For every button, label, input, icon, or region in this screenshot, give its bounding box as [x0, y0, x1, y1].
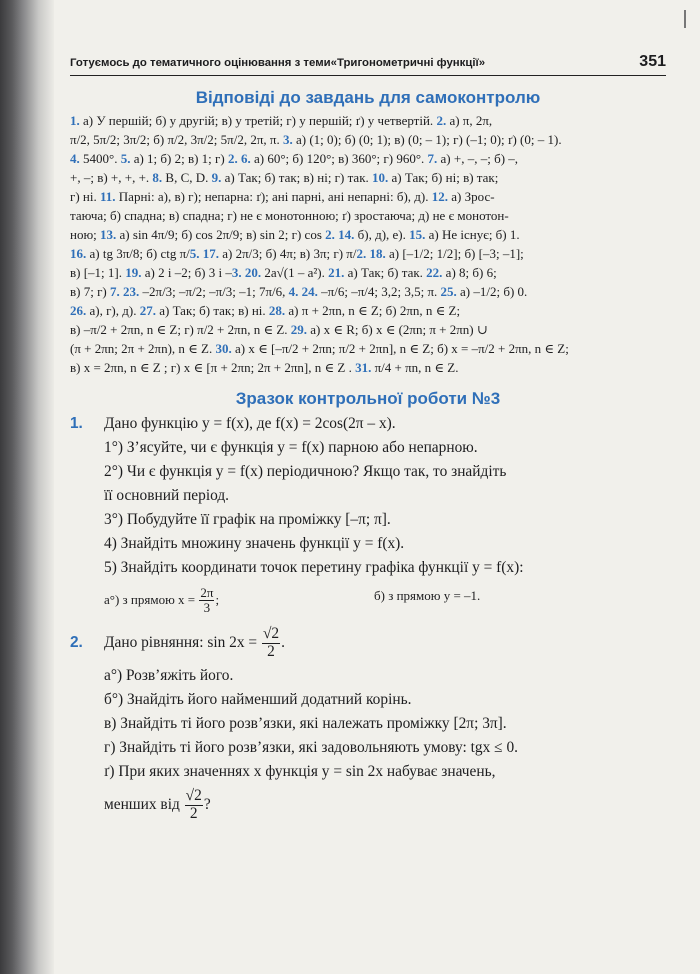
- answers-line: +, –; в) +, +, +. 8. B, C, D. 9. а) Так; б) так; в) ні; г) так. 10. а) Так; б) ні; в) так;: [70, 170, 499, 185]
- answers-line: (π + 2πn; 2π + 2πn), n ∈ Z. 30. а) x ∈ [–π/2 + 2πn; π/2 + 2πn], n ∈ Z; б) x = –π/2 + 2πn, n ∈ Z;: [70, 341, 569, 356]
- answer-number: 24.: [301, 284, 318, 299]
- answers-title: Відповіді до завдань для самоконтролю: [195, 88, 541, 107]
- answer-number: 20.: [244, 265, 262, 280]
- answer-number: 6.: [240, 151, 251, 166]
- answer-number: 30.: [215, 341, 232, 356]
- task-item: 3°) Побудуйте її графік на проміжку [–π; π].: [104, 511, 391, 528]
- fraction-num: 2π: [200, 585, 214, 600]
- task-item: а°) Розв’яжіть його.: [104, 667, 234, 685]
- book-spine-shadow: [0, 0, 54, 974]
- header-title: Готуємось до тематичного оцінювання з теми«Тригонометричні функції»: [70, 57, 486, 69]
- answer-number: 29.: [290, 322, 308, 337]
- page-number: 351: [639, 53, 666, 70]
- answer-number: 2.: [356, 246, 367, 261]
- answers-line: в) –π/2 + 2πn, n ∈ Z; г) π/2 + 2πn, n ∈ Z. 29. а) x ∈ R; б) x ∈ (2πn; π + 2πn) ∪: [70, 322, 488, 337]
- task-item: б°) Знайдіть його найменший додатний корінь.: [104, 691, 412, 709]
- answer-number: 13.: [100, 227, 117, 242]
- answer-number: 3.: [282, 132, 293, 147]
- task-item: 5) Знайдіть координати точок перетину графіка функції y = f(x):: [104, 559, 524, 576]
- last-text: менших від: [104, 796, 180, 814]
- edge-mark: [684, 10, 686, 28]
- task-item: 4) Знайдіть множину значень функції y = f(x).: [104, 535, 405, 552]
- task-item-b: б) з прямою y = –1.: [374, 588, 481, 603]
- answer-number: 14.: [338, 227, 355, 242]
- task-item-a: [104, 586, 374, 616]
- answer-number: 5.: [120, 151, 131, 166]
- answer-number: 5.: [189, 246, 200, 261]
- task-number: 1.: [70, 415, 83, 432]
- stem-post: .: [281, 633, 285, 651]
- fraction-den: 2: [267, 642, 275, 660]
- task-subitems: [70, 586, 666, 616]
- item-a-post: ;: [215, 591, 220, 607]
- answer-number: 12.: [431, 189, 449, 204]
- answer-number: 31.: [355, 360, 372, 375]
- answer-number: 2.: [325, 227, 335, 242]
- page-content: [70, 52, 666, 823]
- answer-number: 3.: [231, 265, 242, 280]
- fraction-den: 3: [203, 600, 211, 616]
- answer-number: 8.: [152, 170, 163, 185]
- fraction-den: 2: [189, 805, 198, 823]
- fraction-num: √2: [185, 787, 202, 805]
- answer-number: 10.: [372, 170, 389, 185]
- answers-line: 4. 5400°. 5. а) 1; б) 2; в) 1; г) 2. 6. а) 60°; б) 120°; в) 360°; г) 960°. 7. а) +, –, –; б) –,: [70, 151, 519, 166]
- answers-block: [70, 111, 666, 377]
- answer-number: 19.: [125, 265, 142, 280]
- answer-number: 28.: [268, 303, 286, 318]
- last-post: ?: [203, 796, 211, 814]
- task-item: ґ) При яких значеннях x функція y = sin 2x набуває значень,: [104, 763, 496, 781]
- answers-line: 26. а), г), д). 27. а) Так; б) так; в) ні. 28. а) π + 2πn, n ∈ Z; б) 2πn, n ∈ Z;: [70, 303, 461, 318]
- task-item: 1°) З’ясуйте, чи є функція y = f(x) парною або непарною.: [104, 439, 478, 456]
- answer-number: 2.: [436, 113, 447, 128]
- fraction: [199, 586, 214, 616]
- answer-number: 15.: [409, 227, 426, 242]
- answer-number: 4.: [70, 151, 80, 166]
- answer-number: 21.: [328, 265, 345, 280]
- answer-number: 23.: [123, 284, 140, 299]
- task-item-last: [70, 788, 666, 823]
- task-item: в) Знайдіть ті його розв’язки, які належать проміжку [2π; 3π].: [104, 715, 507, 733]
- answers-line: таюча; б) спадна; в) спадна; г) не є монотонною; ґ) зростаюча; д) не є монотон-: [70, 208, 509, 223]
- answers-line: π/2, 5π/2; 3π/2; б) π/2, 3π/2; 5π/2, 2π, π. 3. а) (1; 0); б) (0; 1); в) (0; – 1); г) (–1; 0); ґ) (0; – 1).: [70, 132, 562, 147]
- task-item: її основний період.: [104, 487, 230, 504]
- task-2: [70, 626, 666, 824]
- answers-line: в) x = 2πn, n ∈ Z ; г) x ∈ [π + 2πn; 2π + 2πn], n ∈ Z . 31. π/4 + πn, n ∈ Z.: [70, 360, 459, 375]
- answer-number: 27.: [139, 303, 156, 318]
- answer-number: 7.: [427, 151, 438, 166]
- answer-number: 1.: [70, 113, 80, 128]
- item-a-text: а°) з прямою x =: [104, 591, 196, 607]
- answers-line: ною; 13. а) sin 4π/9; б) cos 2π/9; в) sin 2; г) cos 2. 14. б), д), е). 15. а) Не існує; б) 1.: [70, 227, 520, 242]
- answer-number: 18.: [369, 246, 386, 261]
- answer-number: 25.: [440, 284, 457, 299]
- answer-number: 7.: [110, 284, 120, 299]
- answer-number: 16.: [70, 246, 87, 261]
- answer-number: 2.: [227, 151, 238, 166]
- answer-number: 26.: [70, 303, 87, 318]
- answer-number: 11.: [99, 189, 116, 204]
- answers-line: в) 7; г) 7. 23. –2π/3; –π/2; –π/3; –1; 7π/6, 4. 24. –π/6; –π/4; 3,2; 3,5; π. 25. а) –1/2; б) 0.: [70, 284, 528, 299]
- task-item: 2°) Чи є функція y = f(x) періодичною? Якщо так, то знайдіть: [104, 463, 507, 480]
- running-header: [70, 52, 666, 76]
- answer-number: 4.: [288, 284, 299, 299]
- answer-number: 22.: [426, 265, 443, 280]
- task-number: 2.: [70, 633, 83, 651]
- task-stem: Дано функцію y = f(x), де f(x) = 2cos(2π – x).: [104, 415, 396, 432]
- answers-line: 1. а) У першій; б) у другій; в) у третій; г) у першій; ґ) у четвертій. 2. а) π, 2π,: [70, 113, 493, 128]
- answers-line: 16. а) tg 3π/8; б) ctg π/5. 17. а) 2π/3; б) 4π; в) 3π; г) π/2. 18. а) [–1/2; 1/2]; б) [–3; –1];: [70, 246, 524, 261]
- task-1: [70, 412, 666, 616]
- task-stem: Дано рівняння: sin 2x =: [104, 633, 258, 651]
- test-title: Зразок контрольної роботи №3: [235, 389, 501, 408]
- answer-number: 9.: [211, 170, 222, 185]
- answers-line: г) ні. 11. Парні: а), в) г); непарна: ґ); ані парні, ані непарні: б), д). 12. а) Зрос-: [70, 189, 495, 204]
- answer-number: 17.: [202, 246, 219, 261]
- fraction: [185, 788, 203, 823]
- fraction: [262, 626, 280, 661]
- fraction-num: √2: [262, 624, 280, 642]
- task-item: г) Знайдіть ті його розв’язки, які задовольняють умову: tgx ≤ 0.: [104, 739, 518, 757]
- answers-line: в) [–1; 1]. 19. а) 2 і –2; б) 3 і –3. 20. 2a√(1 – a²). 21. а) Так; б) так. 22. а) 8; б) 6;: [70, 265, 497, 280]
